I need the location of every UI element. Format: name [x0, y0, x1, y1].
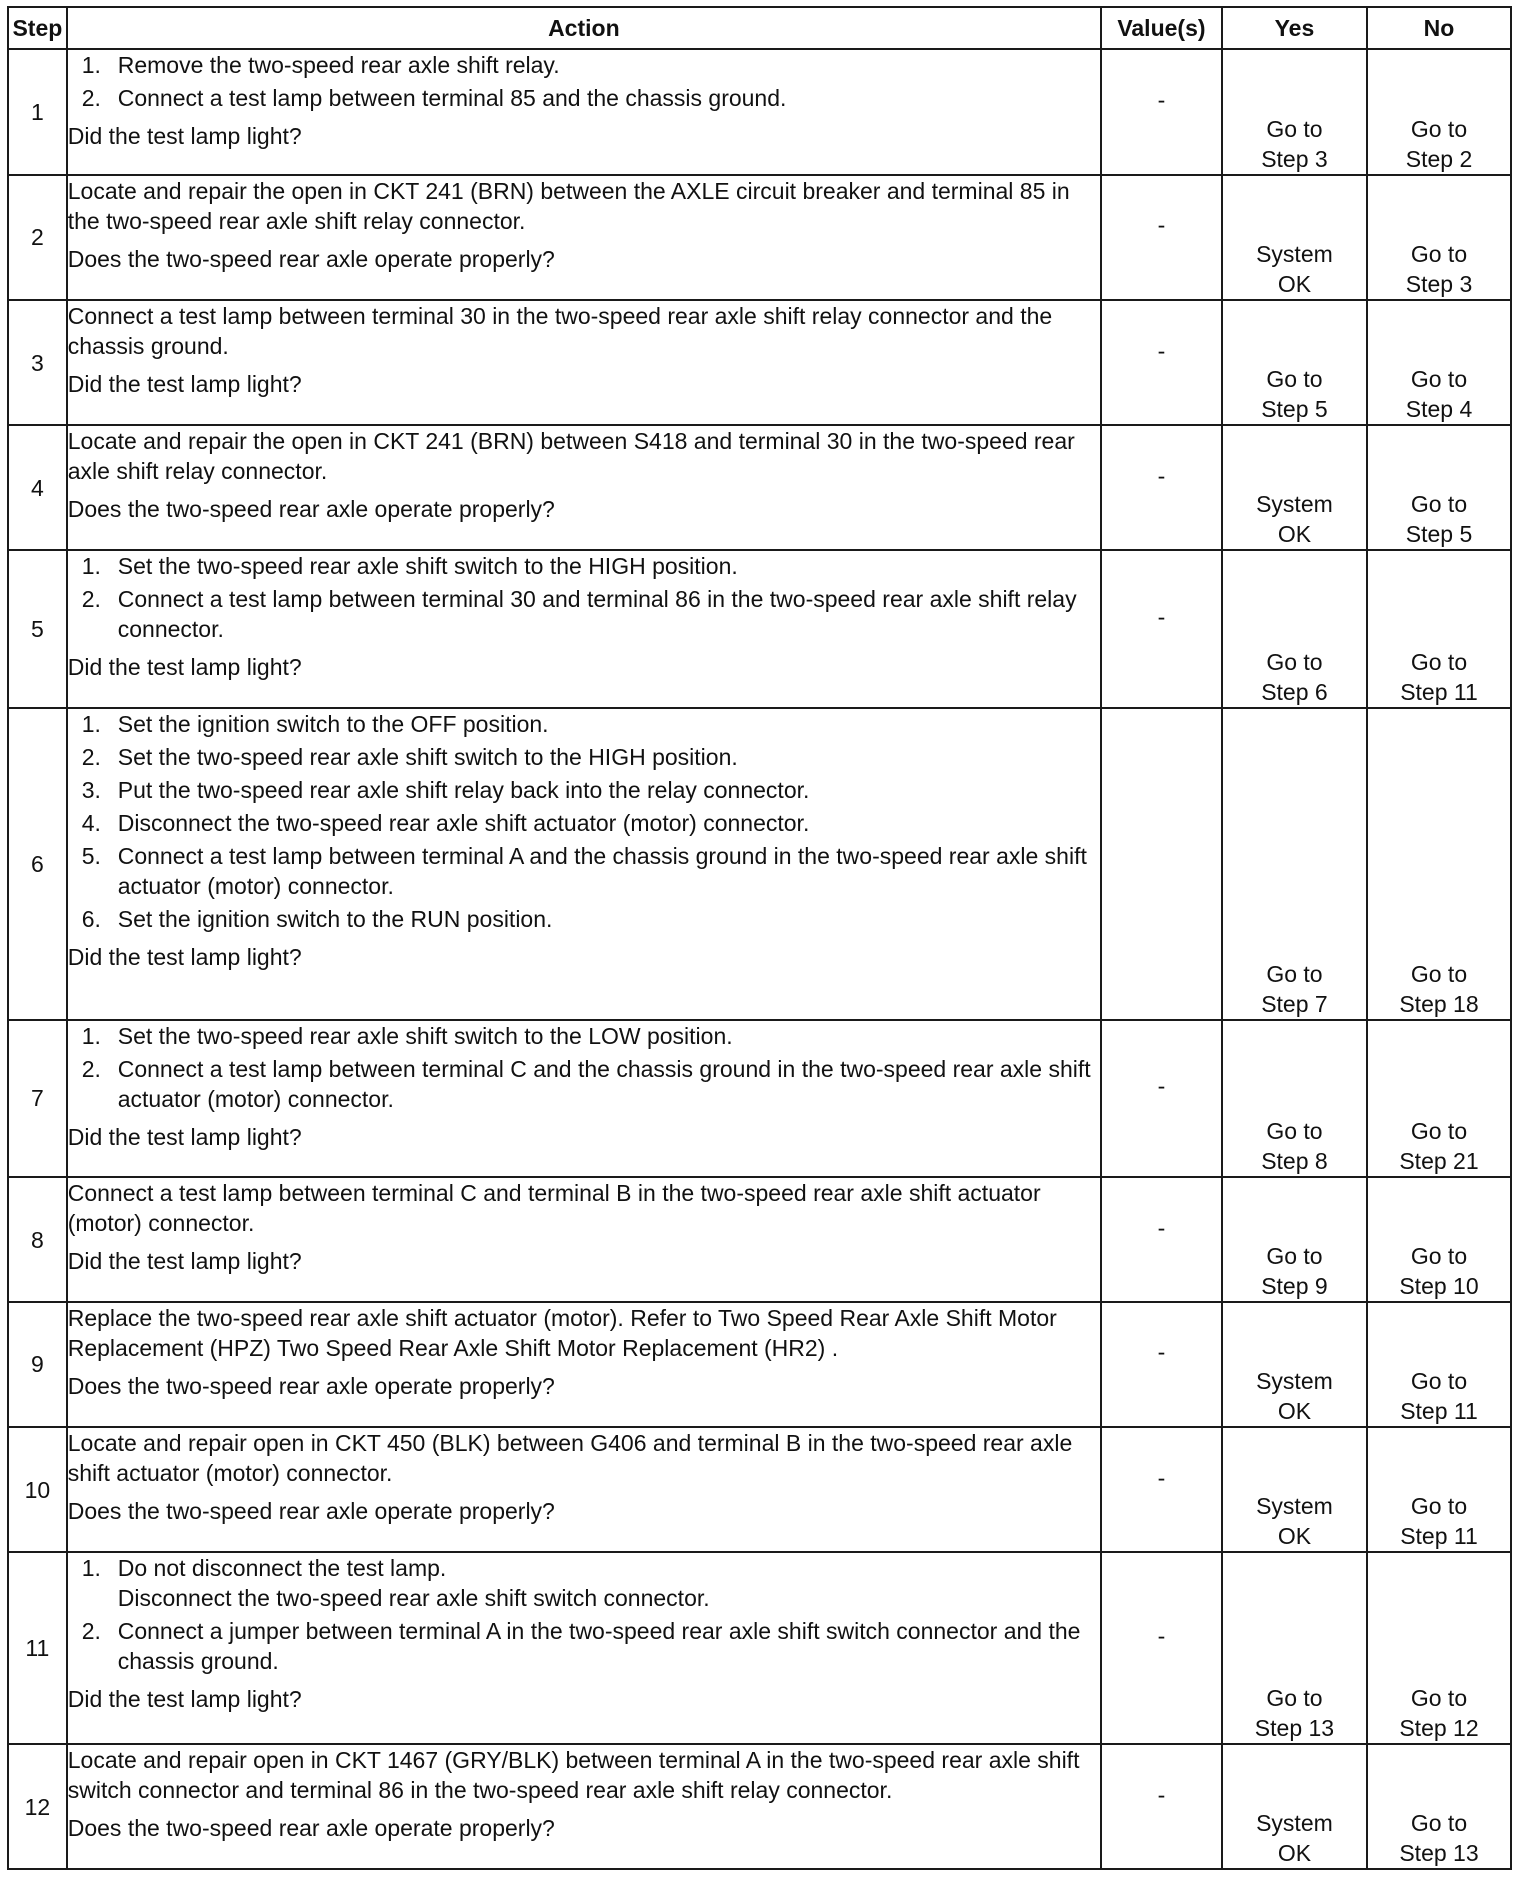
header-yes: Yes — [1222, 7, 1367, 49]
action-step-item — [81, 551, 1100, 581]
action-question: Does the two-speed rear axle operate properly? — [67, 496, 555, 523]
action-question: Did the test lamp light? — [67, 1123, 302, 1150]
value-text: - — [1157, 1073, 1166, 1100]
value-cell — [1101, 1177, 1222, 1302]
action-step-text: Disconnect the two-speed rear axle shift switch connector. — [117, 1585, 710, 1612]
no-cell — [1367, 300, 1511, 426]
step-number: 9 — [8, 1302, 67, 1427]
no-cell — [1367, 1552, 1511, 1744]
yes-outcome-text: OK — [1277, 521, 1312, 548]
action-question: Does the two-speed rear axle operate properly? — [67, 1497, 555, 1524]
yes-outcome-text: Go to — [1266, 648, 1323, 675]
yes-outcome-text: Step 7 — [1261, 990, 1328, 1017]
step-number: 12 — [8, 1744, 67, 1869]
action-step-text: Put the two-speed rear axle shift relay back into the relay connector. — [117, 776, 810, 803]
no-cell — [1367, 425, 1511, 550]
value-cell — [1101, 1302, 1222, 1427]
table-row — [8, 175, 1511, 300]
diagnostic-table — [7, 6, 1512, 1870]
action-step-number: 1. — [81, 52, 101, 78]
action-cell — [67, 708, 1101, 1020]
header-step: Step — [8, 7, 67, 49]
yes-outcome-text: Step 8 — [1261, 1148, 1328, 1175]
action-question: Did the test lamp light? — [67, 123, 302, 149]
step-number: 6 — [8, 708, 67, 1020]
no-outcome-text: Go to — [1410, 240, 1468, 267]
value-cell — [1101, 49, 1222, 175]
no-outcome-text: Go to — [1410, 491, 1468, 518]
action-step-number: 2. — [81, 586, 101, 613]
yes-outcome-text: System — [1256, 491, 1333, 518]
value-text: - — [1157, 1464, 1166, 1491]
action-cell — [67, 1427, 1101, 1553]
action-question: Did the test lamp light? — [67, 1686, 302, 1713]
yes-cell — [1222, 550, 1367, 708]
action-cell — [67, 49, 1101, 175]
action-step-number: 5. — [81, 842, 101, 869]
action-question: Did the test lamp light? — [67, 654, 302, 681]
yes-outcome-text: System — [1256, 1810, 1333, 1836]
action-step-number: 3. — [81, 776, 101, 803]
action-step-number: 2. — [81, 85, 101, 111]
step-number: 8 — [8, 1177, 67, 1302]
value-cell — [1101, 1427, 1222, 1553]
action-step-item — [81, 841, 1100, 901]
value-text: - — [1157, 337, 1166, 364]
action-step-text: Connect a jumper between terminal A in the two-speed rear axle shift switch connector and the chassis ground. — [117, 1618, 1081, 1675]
value-text: - — [1157, 1623, 1166, 1650]
no-outcome-text: Go to — [1410, 648, 1468, 675]
action-step-number: 2. — [81, 1055, 101, 1082]
action-step-number: 4. — [81, 809, 101, 836]
action-step-text: Connect a test lamp between terminal 85 and the chassis ground. — [117, 85, 787, 111]
yes-outcome-text: Step 3 — [1261, 145, 1328, 172]
action-step-number: 1. — [81, 1555, 101, 1582]
action-step-text: Set the ignition switch to the OFF position. — [117, 710, 549, 737]
yes-outcome-text: Go to — [1266, 960, 1323, 987]
yes-outcome-text: OK — [1277, 1840, 1312, 1866]
action-cell — [67, 1552, 1101, 1744]
no-outcome-text: Go to — [1410, 115, 1468, 142]
action-question: Does the two-speed rear axle operate properly? — [67, 245, 555, 272]
value-text: - — [1157, 1339, 1166, 1366]
header-action: Action — [67, 7, 1101, 49]
value-cell — [1101, 425, 1222, 550]
table-row — [8, 425, 1511, 550]
value-cell — [1101, 1020, 1222, 1178]
yes-outcome-text: Step 13 — [1254, 1715, 1335, 1742]
value-cell — [1101, 550, 1222, 708]
no-cell — [1367, 1020, 1511, 1178]
action-step-text: Connect a test lamp between terminal 30 and terminal 86 in the two-speed rear axle shift relay connector. — [117, 586, 1077, 643]
yes-outcome-text: Go to — [1266, 1118, 1323, 1145]
yes-outcome-text: OK — [1277, 270, 1312, 297]
value-cell — [1101, 708, 1222, 1020]
step-number: 5 — [8, 550, 67, 708]
no-outcome-text: Step 3 — [1405, 270, 1473, 297]
no-outcome-text: Step 11 — [1400, 1523, 1478, 1550]
yes-cell — [1222, 1744, 1367, 1869]
yes-outcome-text: System — [1256, 1493, 1333, 1520]
action-step-text: Connect a test lamp between terminal A and the chassis ground in the two-speed rear axle shift actuator (motor) connector. — [117, 842, 1087, 899]
value-text: - — [1157, 1214, 1166, 1241]
value-text: - — [1157, 462, 1166, 489]
no-outcome-text: Step 21 — [1399, 1148, 1479, 1175]
no-outcome-text: Step 4 — [1405, 396, 1473, 423]
step-number: 3 — [8, 300, 67, 426]
action-step-text: Set the ignition switch to the RUN position. — [117, 905, 553, 932]
yes-cell — [1222, 708, 1367, 1020]
action-step-item — [81, 709, 1100, 739]
yes-outcome-text: Step 6 — [1261, 678, 1328, 705]
action-cell — [67, 1744, 1101, 1869]
no-outcome-text: Go to — [1410, 366, 1468, 393]
action-text: Locate and repair the open in CKT 241 (BRN) between the AXLE circuit breaker and terminal 85 in the two-speed rear axle shift relay connector. — [67, 177, 1070, 234]
action-step-text: Do not disconnect the test lamp. — [117, 1555, 447, 1582]
table-row — [8, 1020, 1511, 1178]
no-outcome-text: Step 2 — [1405, 145, 1473, 172]
action-step-number: 1. — [81, 553, 101, 580]
table-row — [8, 49, 1511, 175]
yes-outcome-text: Go to — [1266, 1242, 1323, 1269]
no-outcome-text: Go to — [1410, 1367, 1468, 1394]
header-row — [8, 7, 1511, 49]
value-text: - — [1157, 1781, 1166, 1808]
no-cell — [1367, 49, 1511, 175]
action-step-item — [81, 1553, 1100, 1613]
no-outcome-text: Step 12 — [1399, 1715, 1479, 1742]
action-question: Does the two-speed rear axle operate properly? — [67, 1815, 555, 1842]
action-step-item — [81, 775, 1100, 805]
step-number: 10 — [8, 1427, 67, 1553]
action-question: Did the test lamp light? — [67, 370, 302, 397]
value-cell — [1101, 175, 1222, 300]
no-outcome-text: Step 18 — [1399, 990, 1479, 1017]
action-step-text: Remove the two-speed rear axle shift relay. — [117, 52, 560, 78]
no-outcome-text: Step 11 — [1400, 678, 1478, 705]
action-text: Replace the two-speed rear axle shift actuator (motor). Refer to Two Speed Rear Axle Shift Motor Replacement (HPZ) Two Speed Rear Axle Shift Motor Replacement (HR2) . — [67, 1304, 1057, 1361]
value-text: - — [1157, 212, 1166, 239]
value-cell — [1101, 1552, 1222, 1744]
action-steps-list — [68, 1553, 1100, 1676]
yes-cell — [1222, 425, 1367, 550]
action-cell — [67, 300, 1101, 426]
yes-cell — [1222, 175, 1367, 300]
action-step-text: Connect a test lamp between terminal C and the chassis ground in the two-speed rear axle shift actuator (motor) connector. — [117, 1055, 1091, 1112]
step-number: 1 — [8, 49, 67, 175]
step-number: 11 — [8, 1552, 67, 1744]
table-row — [8, 1427, 1511, 1553]
yes-cell — [1222, 1302, 1367, 1427]
action-step-item — [81, 1021, 1100, 1051]
yes-cell — [1222, 1552, 1367, 1744]
table-row — [8, 1552, 1511, 1744]
value-text: - — [1157, 86, 1166, 113]
yes-cell — [1222, 1427, 1367, 1553]
action-question: Does the two-speed rear axle operate properly? — [67, 1372, 555, 1399]
action-step-number: 6. — [81, 905, 101, 932]
action-step-text: Set the two-speed rear axle shift switch to the LOW position. — [117, 1022, 733, 1049]
no-outcome-text: Go to — [1410, 960, 1468, 987]
action-cell — [67, 175, 1101, 300]
yes-cell — [1222, 1177, 1367, 1302]
no-cell — [1367, 1744, 1511, 1869]
action-steps-list — [68, 551, 1100, 644]
action-step-item — [81, 742, 1100, 772]
yes-outcome-text: Go to — [1266, 1685, 1323, 1712]
no-cell — [1367, 1302, 1511, 1427]
action-cell — [67, 1177, 1101, 1302]
action-text: Connect a test lamp between terminal C and terminal B in the two-speed rear axle shift actuator (motor) connector. — [67, 1180, 1041, 1237]
yes-outcome-text: OK — [1277, 1397, 1312, 1424]
action-step-item — [81, 1054, 1100, 1114]
yes-cell — [1222, 49, 1367, 175]
no-outcome-text: Step 11 — [1400, 1397, 1478, 1424]
yes-cell — [1222, 1020, 1367, 1178]
yes-outcome-text: System — [1256, 1367, 1333, 1394]
header-values: Value(s) — [1101, 7, 1222, 49]
action-text: Locate and repair open in CKT 1467 (GRY/BLK) between terminal A in the two-speed rear axle shift switch connector and terminal 86 in the two-speed rear axle shift relay connector. — [67, 1747, 1080, 1804]
action-text: Locate and repair open in CKT 450 (BLK) between G406 and terminal B in the two-speed rear axle shift actuator (motor) connector. — [67, 1429, 1073, 1486]
table-row — [8, 1744, 1511, 1869]
action-cell — [67, 550, 1101, 708]
action-question: Did the test lamp light? — [67, 1248, 302, 1275]
no-outcome-text: Step 5 — [1405, 521, 1473, 548]
action-question: Did the test lamp light? — [67, 943, 302, 970]
yes-outcome-text: Go to — [1266, 366, 1323, 393]
action-step-text: Disconnect the two-speed rear axle shift actuator (motor) connector. — [117, 809, 810, 836]
action-step-number: 1. — [81, 1022, 101, 1049]
value-cell — [1101, 300, 1222, 426]
action-step-number: 2. — [81, 1618, 101, 1645]
table-body — [8, 49, 1511, 1869]
no-outcome-text: Go to — [1410, 1118, 1468, 1145]
table-row — [8, 1177, 1511, 1302]
action-cell — [67, 1020, 1101, 1178]
yes-outcome-text: System — [1256, 240, 1333, 267]
action-cell — [67, 425, 1101, 550]
action-step-number: 2. — [81, 743, 101, 770]
yes-outcome-text: OK — [1277, 1523, 1312, 1550]
action-step-text: Set the two-speed rear axle shift switch to the HIGH position. — [117, 743, 738, 770]
yes-outcome-text: Go to — [1266, 115, 1323, 142]
action-steps-list — [68, 709, 1100, 934]
table-row — [8, 1302, 1511, 1427]
no-cell — [1367, 708, 1511, 1020]
step-number: 7 — [8, 1020, 67, 1178]
no-outcome-text: Step 13 — [1399, 1840, 1479, 1866]
action-step-item — [81, 808, 1100, 838]
no-outcome-text: Go to — [1410, 1685, 1468, 1712]
table-row — [8, 550, 1511, 708]
no-cell — [1367, 175, 1511, 300]
step-number: 4 — [8, 425, 67, 550]
value-text: - — [1157, 603, 1166, 630]
yes-cell — [1222, 300, 1367, 426]
step-number: 2 — [8, 175, 67, 300]
table-row — [8, 300, 1511, 426]
value-cell — [1101, 1744, 1222, 1869]
action-step-item — [81, 1616, 1100, 1676]
no-cell — [1367, 1427, 1511, 1553]
no-outcome-text: Step 10 — [1399, 1272, 1479, 1299]
yes-outcome-text: Step 5 — [1261, 396, 1328, 423]
action-cell — [67, 1302, 1101, 1427]
action-step-item — [81, 83, 1100, 113]
action-step-item — [81, 904, 1100, 934]
action-text: Locate and repair the open in CKT 241 (BRN) between S418 and terminal 30 in the two-speed rear axle shift relay connector. — [67, 428, 1075, 485]
table-row — [8, 708, 1511, 1020]
action-step-item — [81, 50, 1100, 80]
action-text: Connect a test lamp between terminal 30 in the two-speed rear axle shift relay connector and the chassis ground. — [67, 302, 1053, 359]
yes-outcome-text: Step 9 — [1261, 1272, 1328, 1299]
no-outcome-text: Go to — [1410, 1493, 1468, 1520]
action-step-text: Set the two-speed rear axle shift switch to the HIGH position. — [117, 553, 738, 580]
action-step-number: 1. — [81, 710, 101, 737]
action-step-item — [81, 584, 1100, 644]
no-outcome-text: Go to — [1410, 1242, 1468, 1269]
action-steps-list — [68, 50, 1100, 113]
no-cell — [1367, 550, 1511, 708]
no-cell — [1367, 1177, 1511, 1302]
header-no: No — [1367, 7, 1511, 49]
no-outcome-text: Go to — [1410, 1810, 1468, 1836]
action-steps-list — [68, 1021, 1100, 1114]
